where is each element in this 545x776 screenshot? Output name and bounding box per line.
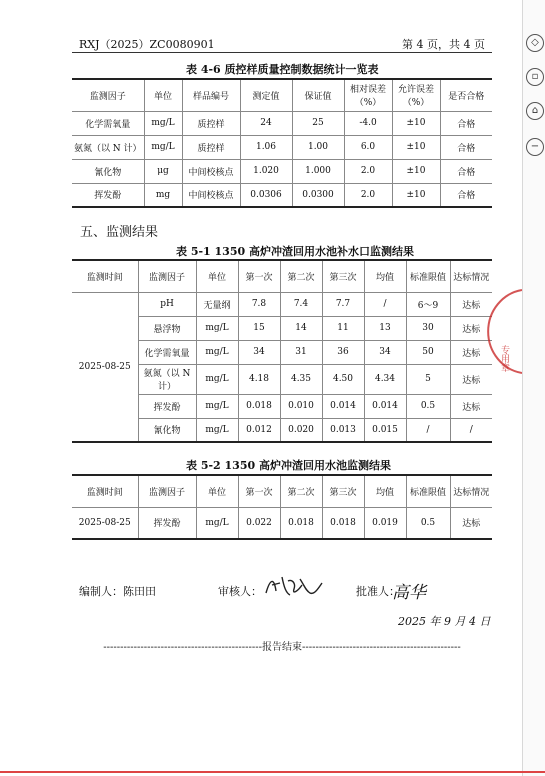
table-cell: 挥发酚 (138, 394, 196, 418)
column-header: 标准限值 (406, 475, 450, 507)
column-header: 达标情况 (450, 260, 492, 292)
table-row (72, 292, 492, 316)
table-cell: 6.0 (344, 135, 392, 159)
table-cell: 5 (406, 364, 450, 394)
table-cell: 0.013 (322, 418, 364, 442)
table-cell: pH (138, 292, 196, 316)
approver-handwritten-name: 高华 (392, 583, 426, 603)
table-cell: 悬浮物 (138, 316, 196, 340)
report-end-line: -----------------------------------------------报告结束----------------------------------------------- (103, 642, 461, 653)
editor-name: 陈田田 (123, 585, 156, 598)
table-cell: 2025-08-25 (72, 507, 138, 539)
table-cell: 34 (238, 340, 280, 364)
red-seal-stamp (482, 285, 522, 375)
table-cell: 合格 (440, 135, 492, 159)
page-info: 第 4 页，共 4 页 (402, 38, 485, 51)
toolbar-button-1[interactable]: ◇ (526, 34, 544, 52)
table-5-1-caption: 表 5-1 1350 高炉冲渣回用水池补水口监测结果 (176, 245, 414, 258)
table-cell: 达标 (450, 394, 492, 418)
table-cell: mg (144, 183, 182, 207)
table-cell: 达标 (450, 292, 492, 316)
side-toolbar (523, 0, 545, 776)
column-header: 允许误差（%） (392, 79, 440, 111)
table-cell: 14 (280, 316, 322, 340)
table-cell: 中间校核点 (182, 183, 240, 207)
table-cell: 化学需氧量 (138, 340, 196, 364)
report-number: RXJ（2025）ZC0080901 (79, 38, 215, 51)
table-cell: 6～9 (406, 292, 450, 316)
table-cell: 达标 (450, 364, 492, 394)
reviewer-label: 审核人： (218, 585, 262, 598)
table-cell: 挥发酚 (72, 183, 144, 207)
table-row (72, 135, 492, 159)
table-cell: / (364, 292, 406, 316)
table-header-row (72, 79, 492, 111)
table-cell: 质控样 (182, 111, 240, 135)
table-cell: 达标 (450, 340, 492, 364)
column-header: 第二次 (280, 260, 322, 292)
toolbar-button-3[interactable]: ⌂ (526, 102, 544, 120)
table-cell: 0.014 (322, 394, 364, 418)
table-cell: 0.5 (406, 507, 450, 539)
table-row (72, 507, 492, 539)
table-cell: 0.5 (406, 394, 450, 418)
table-cell: 4.50 (322, 364, 364, 394)
column-header: 监测时间 (72, 260, 138, 292)
table-cell: 4.34 (364, 364, 406, 394)
column-header: 单位 (196, 260, 238, 292)
table-4-6-caption: 表 4-6 质控样质量控制数据统计一览表 (186, 63, 379, 76)
table-cell: 7.8 (238, 292, 280, 316)
table-cell: 4.35 (280, 364, 322, 394)
column-header: 监测时间 (72, 475, 138, 507)
result-table-5-1 (72, 259, 492, 443)
table-cell: 氰化物 (72, 159, 144, 183)
table-cell: 0.019 (364, 507, 406, 539)
table-cell: 0.018 (322, 507, 364, 539)
table-cell: 0.014 (364, 394, 406, 418)
table-cell: 氨氮（以 N 计） (138, 364, 196, 394)
table-cell: 氨氮（以 N 计） (72, 135, 144, 159)
table-cell: 34 (364, 340, 406, 364)
table-cell: mg/L (196, 316, 238, 340)
column-header: 第一次 (238, 260, 280, 292)
table-cell: 0.010 (280, 394, 322, 418)
table-cell: 0.018 (238, 394, 280, 418)
table-header-row (72, 260, 492, 292)
column-header: 第三次 (322, 260, 364, 292)
table-cell: ±10 (392, 159, 440, 183)
table-cell: 0.0300 (292, 183, 344, 207)
column-header: 监测因子 (138, 260, 196, 292)
table-cell: mg/L (196, 507, 238, 539)
reviewer-handwritten-signature (262, 571, 326, 599)
table-cell: 13 (364, 316, 406, 340)
table-cell: 氰化物 (138, 418, 196, 442)
table-cell: 0.020 (280, 418, 322, 442)
table-cell: mg/L (144, 111, 182, 135)
table-cell: 0.012 (238, 418, 280, 442)
table-cell: 11 (322, 316, 364, 340)
table-row (72, 111, 492, 135)
table-cell: / (450, 418, 492, 442)
approver-label: 批准人： (356, 585, 400, 598)
table-cell: 30 (406, 316, 450, 340)
toolbar-button-4[interactable]: − (526, 138, 544, 156)
column-header: 达标情况 (450, 475, 492, 507)
table-cell: 36 (322, 340, 364, 364)
column-header: 测定值 (240, 79, 292, 111)
column-header: 第三次 (322, 475, 364, 507)
table-cell: 化学需氧量 (72, 111, 144, 135)
column-header: 保证值 (292, 79, 344, 111)
table-cell: 挥发酚 (138, 507, 196, 539)
table-cell: mg/L (196, 418, 238, 442)
table-cell: μg (144, 159, 182, 183)
result-table-5-2 (72, 474, 492, 540)
table-cell: 1.020 (240, 159, 292, 183)
table-cell: 0.022 (238, 507, 280, 539)
column-header: 单位 (196, 475, 238, 507)
editor-signature (79, 583, 156, 599)
column-header: 均值 (364, 260, 406, 292)
table-cell: 7.4 (280, 292, 322, 316)
table-cell: mg/L (196, 340, 238, 364)
table-cell: 合格 (440, 111, 492, 135)
section-title: 五、监测结果 (80, 225, 159, 240)
table-cell: mg/L (144, 135, 182, 159)
table-cell: ±10 (392, 111, 440, 135)
table-cell: 7.7 (322, 292, 364, 316)
table-cell: 0.0306 (240, 183, 292, 207)
table-cell: 0.015 (364, 418, 406, 442)
column-header: 是否合格 (440, 79, 492, 111)
header-rule (72, 52, 492, 53)
bottom-accent-line (0, 771, 545, 773)
date-cell: 2025-08-25 (72, 292, 138, 442)
table-cell: 2.0 (344, 183, 392, 207)
table-cell: 中间校核点 (182, 159, 240, 183)
qc-table (72, 78, 492, 208)
stamp-text: 专用章 (499, 345, 509, 372)
table-cell: 0.018 (280, 507, 322, 539)
table-cell: 4.18 (238, 364, 280, 394)
table-cell: 31 (280, 340, 322, 364)
column-header: 相对误差（%） (344, 79, 392, 111)
table-cell: 无量纲 (196, 292, 238, 316)
table-cell: 24 (240, 111, 292, 135)
column-header: 均值 (364, 475, 406, 507)
table-5-2-caption: 表 5-2 1350 高炉冲渣回用水池监测结果 (186, 459, 391, 472)
table-cell: 达标 (450, 507, 492, 539)
table-cell: 1.06 (240, 135, 292, 159)
handwritten-date: 2025 年 9 月 4 日 (398, 615, 491, 628)
table-cell: 1.000 (292, 159, 344, 183)
table-cell: 合格 (440, 159, 492, 183)
table-cell: 1.00 (292, 135, 344, 159)
toolbar-button-2[interactable]: ▫ (526, 68, 544, 86)
column-header: 监测因子 (138, 475, 196, 507)
table-cell: mg/L (196, 394, 238, 418)
table-cell: 15 (238, 316, 280, 340)
column-header: 第二次 (280, 475, 322, 507)
table-cell: 合格 (440, 183, 492, 207)
column-header: 单位 (144, 79, 182, 111)
column-header: 第一次 (238, 475, 280, 507)
table-cell: 25 (292, 111, 344, 135)
table-cell: -4.0 (344, 111, 392, 135)
table-cell: mg/L (196, 364, 238, 394)
table-header-row (72, 475, 492, 507)
column-header: 监测因子 (72, 79, 144, 111)
table-cell: 质控样 (182, 135, 240, 159)
column-header: 样品编号 (182, 79, 240, 111)
column-header: 标准限值 (406, 260, 450, 292)
table-cell: / (406, 418, 450, 442)
table-cell: 50 (406, 340, 450, 364)
table-cell: ±10 (392, 135, 440, 159)
table-cell: 达标 (450, 316, 492, 340)
table-row (72, 159, 492, 183)
table-cell: ±10 (392, 183, 440, 207)
table-row (72, 183, 492, 207)
editor-label: 编制人： (79, 585, 123, 598)
table-cell: 2.0 (344, 159, 392, 183)
